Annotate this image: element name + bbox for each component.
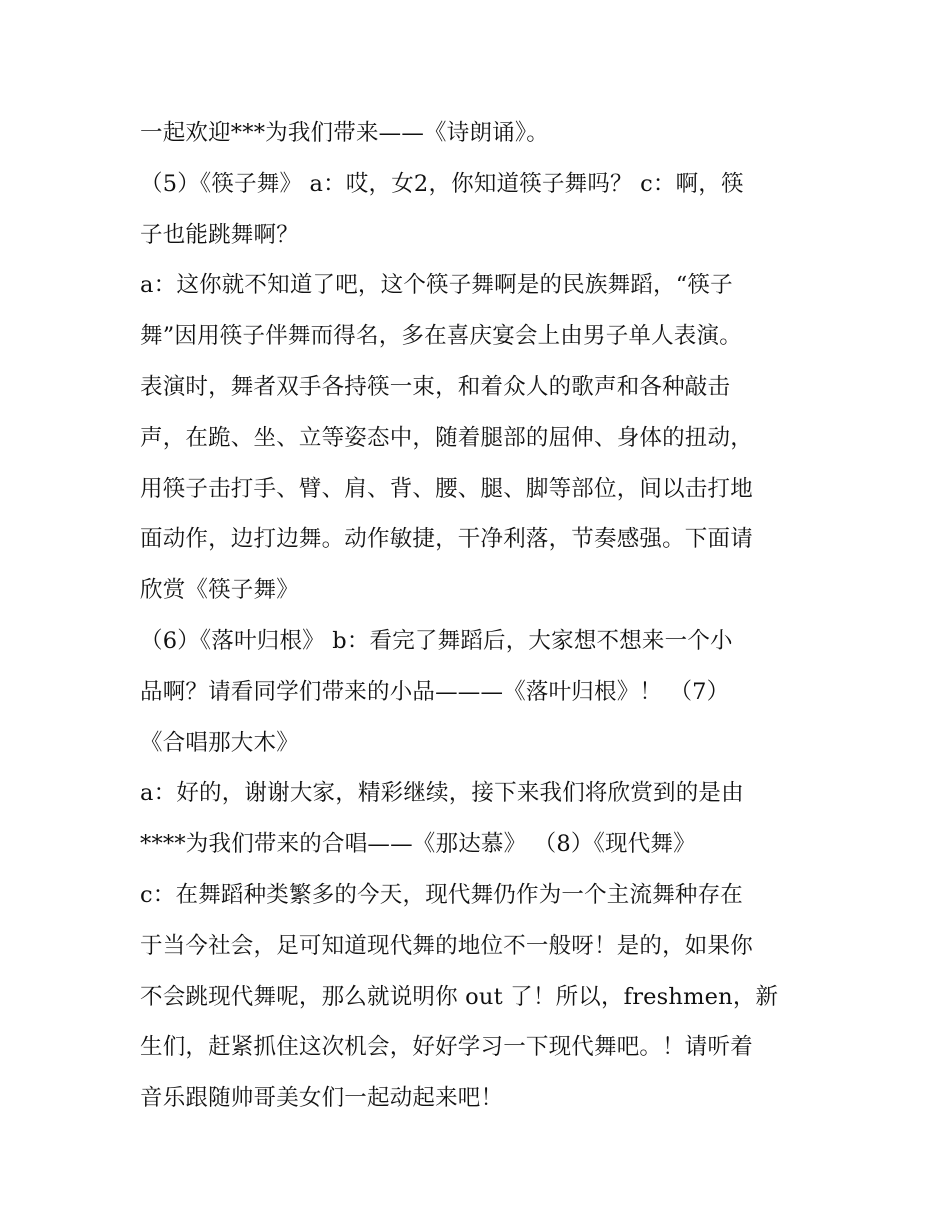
- text-line: ****为我们带来的合唱——《那达慕》 （8）《现代舞》: [140, 831, 696, 858]
- text-line: 音乐跟随帅哥美女们一起动起来吧！: [140, 1085, 504, 1112]
- text-line: c：在舞蹈种类繁多的今天，现代舞仍作为一个主流舞种存在: [140, 881, 744, 908]
- text-line: （5）《筷子舞》 a：哎，女2，你知道筷子舞吗？ c：啊，筷: [140, 170, 744, 197]
- text-line: a：好的，谢谢大家，精彩继续，接下来我们将欣赏到的是由: [140, 780, 744, 807]
- document-text: [140, 108, 820, 1124]
- text-line: 品啊？请看同学们带来的小品———《落叶归根》！ （7）: [140, 678, 730, 705]
- text-line: 生们，赶紧抓住这次机会，好好学习一下现代舞吧。！请听着: [140, 1034, 753, 1061]
- text-line: 舞”因用筷子伴舞而得名，多在喜庆宴会上由男子单人表演。: [140, 323, 742, 350]
- text-line: 不会跳现代舞呢，那么就说明你 out 了！所以，freshmen，新: [140, 983, 779, 1010]
- text-line: 于当今社会，足可知道现代舞的地位不一般呀！是的，如果你: [140, 932, 753, 959]
- text-line: 子也能跳舞啊？: [140, 221, 299, 248]
- text-line: a：这你就不知道了吧，这个筷子舞啊是的民族舞蹈，“筷子: [140, 272, 733, 299]
- text-line: 面动作，边打边舞。动作敏捷，干净利落，节奏感强。下面请: [140, 526, 753, 553]
- text-line: 表演时，舞者双手各持筷一束，和着众人的歌声和各种敲击: [140, 373, 731, 400]
- text-line: 一起欢迎***为我们带来——《诗朗诵》。: [140, 120, 550, 146]
- text-line: 《合唱那大木》: [140, 729, 299, 756]
- text-line: （6）《落叶归根》 b：看完了舞蹈后，大家想不想来一个小: [140, 627, 733, 654]
- text-line: 声，在跪、坐、立等姿态中，随着腿部的屈伸、身体的扭动，: [140, 424, 753, 451]
- text-line: 用筷子击打手、臂、肩、背、腰、腿、脚等部位，间以击打地: [140, 475, 753, 502]
- text-line: 欣赏《筷子舞》: [140, 577, 299, 604]
